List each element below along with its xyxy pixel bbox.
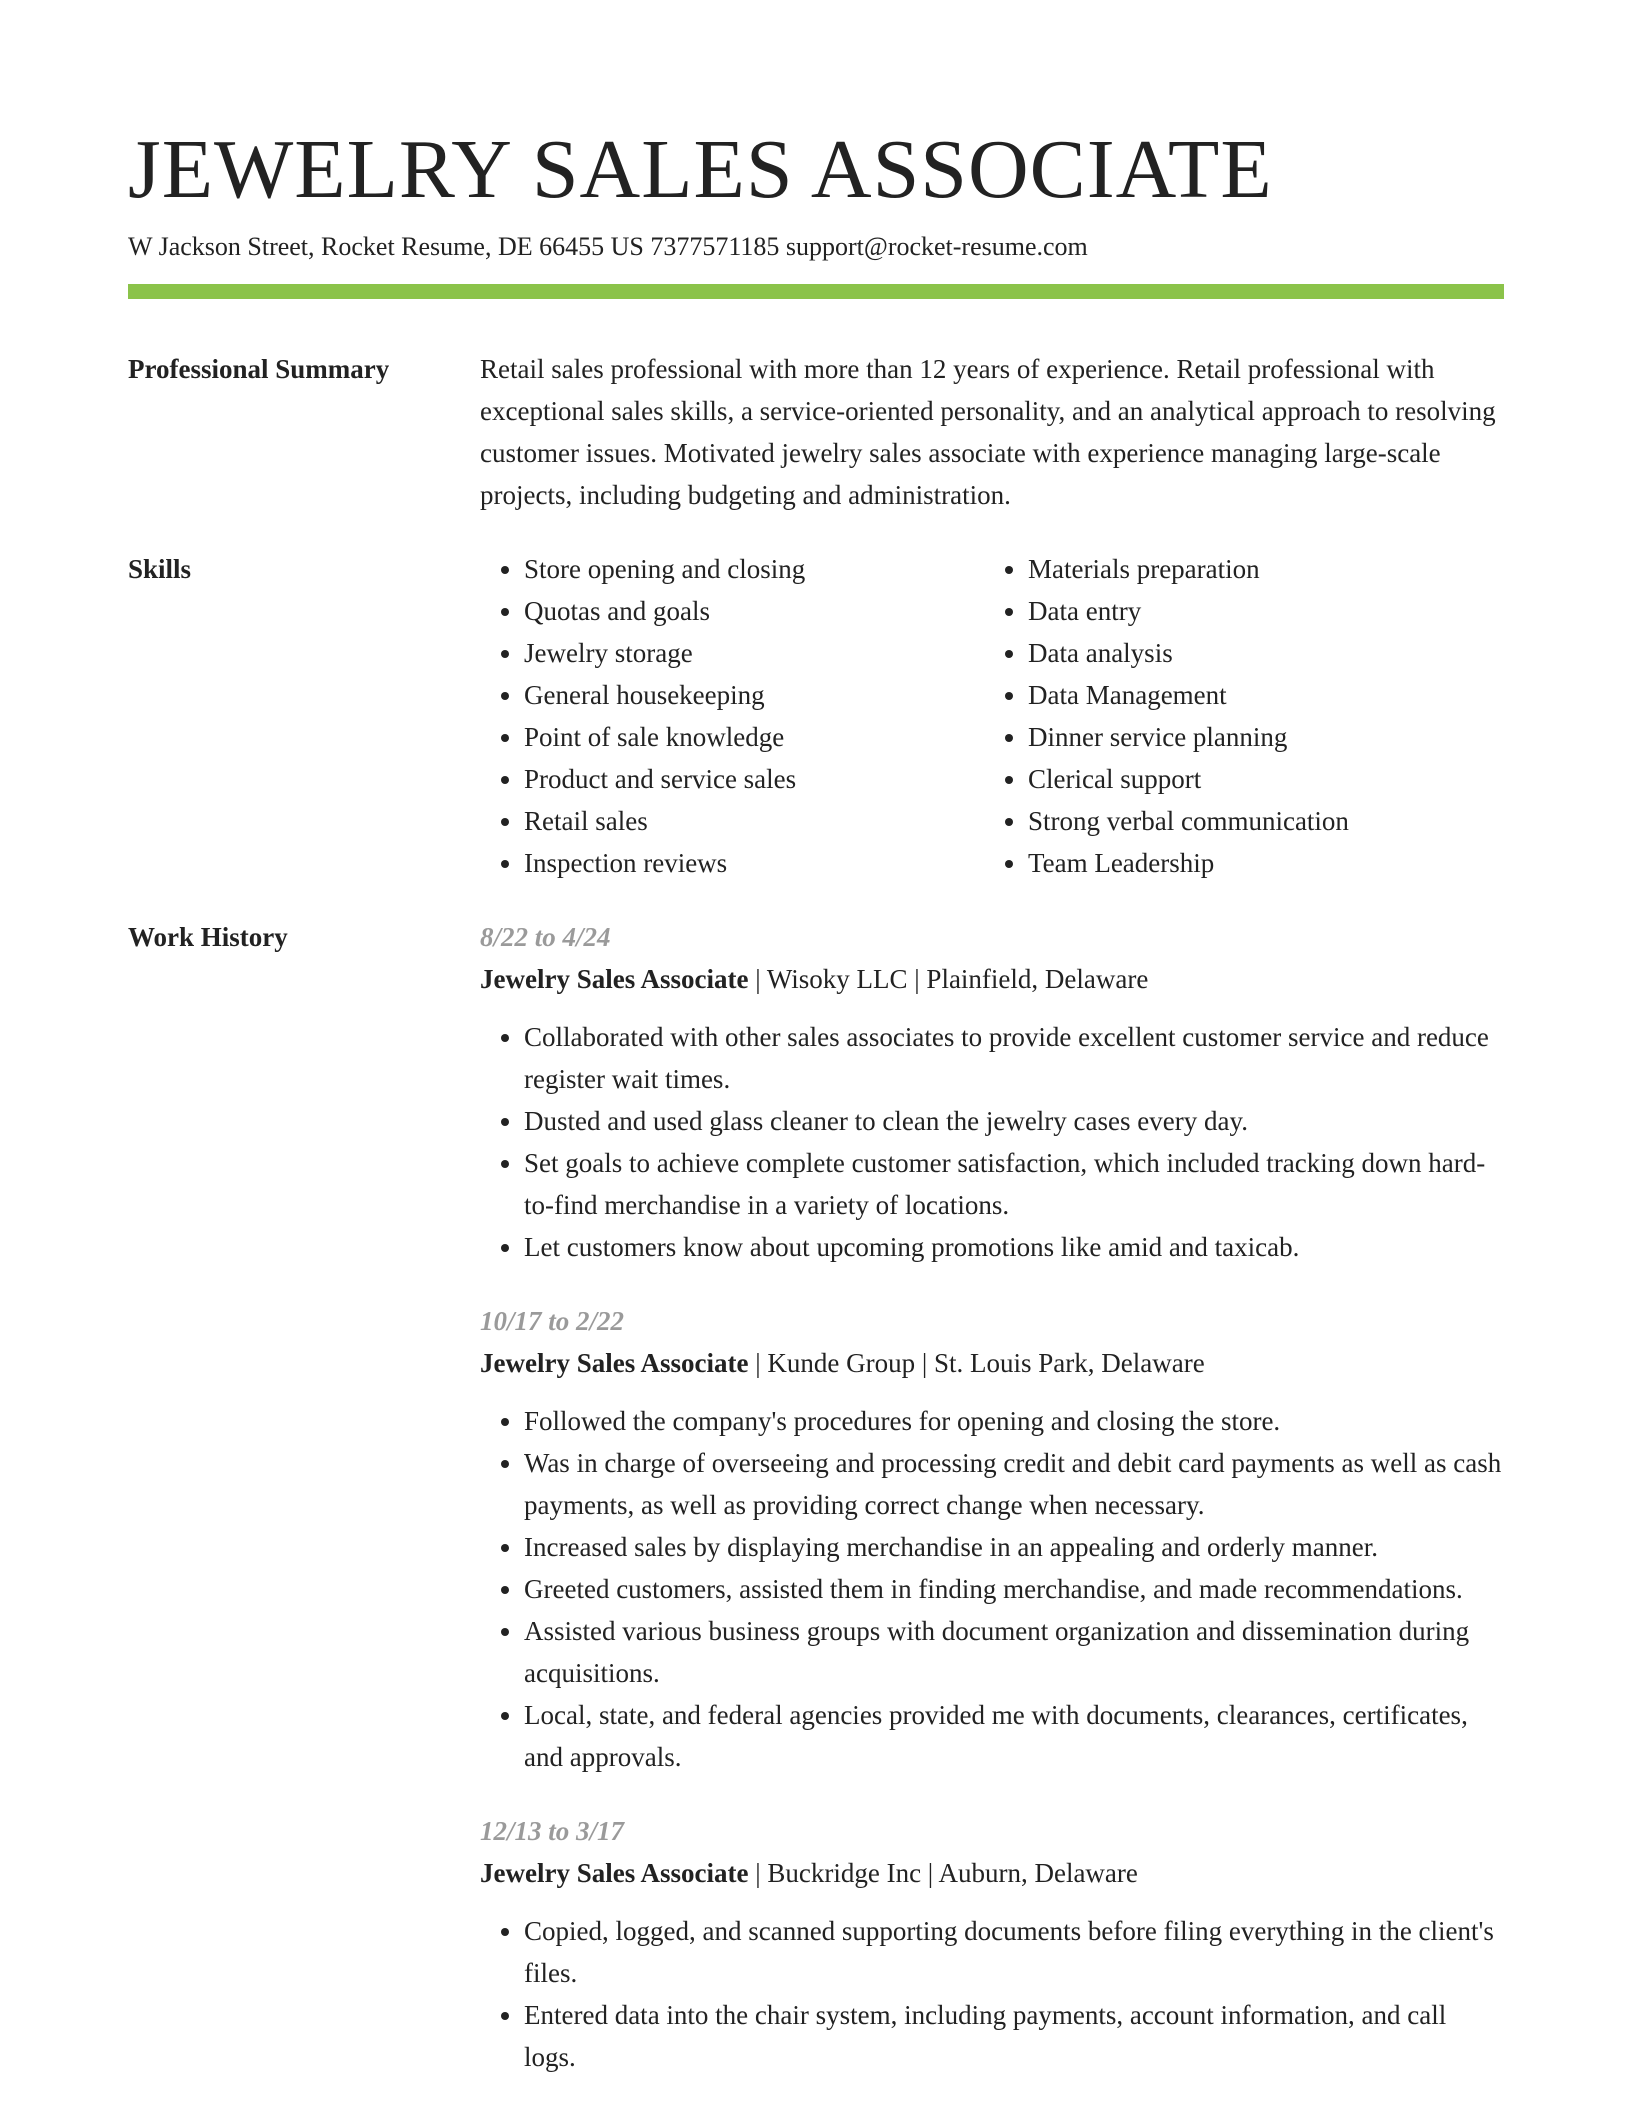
contact-line: W Jackson Street, Rocket Resume, DE 66455 US 7377571185 support@rocket-resume.com — [128, 232, 1088, 261]
job-bullet: • Local, state, and federal agencies provided me with documents, clearances, certificates, and approvals. — [524, 1694, 1504, 1778]
job-bullet-list — [480, 1016, 1504, 1268]
job-bullet: • Assisted various business groups with document organization and dissemination during acquisitions. — [524, 1610, 1504, 1694]
skill-item: • Team Leadership — [1028, 842, 1488, 884]
skill-item: • Data analysis — [1028, 632, 1488, 674]
work-history-label: Work History — [128, 922, 288, 952]
resume-title: JEWELRY SALES ASSOCIATE — [128, 123, 1273, 216]
skill-item: • General housekeeping — [524, 674, 984, 716]
skills-label: Skills — [128, 554, 192, 584]
summary-section — [128, 348, 1504, 516]
skill-item: • Jewelry storage — [524, 632, 984, 674]
job-entry — [480, 1810, 1504, 2078]
skill-item: • Retail sales — [524, 800, 984, 842]
job-bullet-list — [480, 1400, 1504, 1778]
skill-item: • Materials preparation — [1028, 548, 1488, 590]
job-dates: 10/17 to 2/22 — [480, 1306, 625, 1336]
work-history-body — [480, 916, 1504, 2110]
skills-list-left — [480, 548, 984, 884]
job-heading — [480, 1852, 1504, 1894]
work-history-section — [128, 916, 1504, 2110]
job-dates: 12/13 to 3/17 — [480, 1816, 625, 1846]
accent-divider — [128, 284, 1504, 299]
summary-label: Professional Summary — [128, 354, 390, 384]
job-heading — [480, 1342, 1504, 1384]
job-title: Jewelry Sales Associate — [480, 964, 749, 994]
job-bullet: • Entered data into the chair system, including payments, account information, and call logs. — [524, 1994, 1504, 2078]
skills-list-right — [984, 548, 1488, 884]
job-bullet: • Greeted customers, assisted them in finding merchandise, and made recommendations. — [524, 1568, 1504, 1610]
skill-item: • Strong verbal communication — [1028, 800, 1488, 842]
skill-item: • Point of sale knowledge — [524, 716, 984, 758]
skills-section — [128, 548, 1504, 884]
job-bullet: • Copied, logged, and scanned supporting documents before filing everything in the client's files. — [524, 1910, 1504, 1994]
summary-text: Retail sales professional with more than 12 years of experience. Retail professional with exceptional sales skills, a service-oriented personality, and an analytical approach to resolving customer issues. Motivated jewelry sales associate with experience managing large-scale projects, including budgeting and administration. — [480, 354, 1496, 510]
resume-page — [128, 120, 1504, 2110]
job-bullet: • Was in charge of overseeing and processing credit and debit card payments as well as cash payments, as well as providing correct change when necessary. — [524, 1442, 1504, 1526]
skill-item: • Product and service sales — [524, 758, 984, 800]
skill-item: • Inspection reviews — [524, 842, 984, 884]
job-bullet: • Increased sales by displaying merchandise in an appealing and orderly manner. — [524, 1526, 1504, 1568]
job-bullet: • Collaborated with other sales associates to provide excellent customer service and reduce register wait times. — [524, 1016, 1504, 1100]
job-title: Jewelry Sales Associate — [480, 1348, 749, 1378]
job-bullet: • Let customers know about upcoming promotions like amid and taxicab. — [524, 1226, 1504, 1268]
job-bullet-list — [480, 1910, 1504, 2078]
skill-item: • Quotas and goals — [524, 590, 984, 632]
job-entry — [480, 1300, 1504, 1778]
skill-item: • Data entry — [1028, 590, 1488, 632]
job-company-location: | Kunde Group | St. Louis Park, Delaware — [748, 1348, 1205, 1378]
job-company-location: | Buckridge Inc | Auburn, Delaware — [748, 1858, 1138, 1888]
skill-item: • Data Management — [1028, 674, 1488, 716]
skill-item: • Store opening and closing — [524, 548, 984, 590]
job-dates: 8/22 to 4/24 — [480, 922, 611, 952]
job-bullet: • Set goals to achieve complete customer satisfaction, which included tracking down hard-to-find merchandise in a variety of locations. — [524, 1142, 1504, 1226]
job-bullet: • Dusted and used glass cleaner to clean the jewelry cases every day. — [524, 1100, 1504, 1142]
skills-columns — [480, 548, 1504, 884]
job-company-location: | Wisoky LLC | Plainfield, Delaware — [748, 964, 1149, 994]
job-title: Jewelry Sales Associate — [480, 1858, 749, 1888]
skills-body — [480, 548, 1504, 884]
skill-item: • Clerical support — [1028, 758, 1488, 800]
job-heading — [480, 958, 1504, 1000]
job-bullet: • Followed the company's procedures for opening and closing the store. — [524, 1400, 1504, 1442]
skill-item: • Dinner service planning — [1028, 716, 1488, 758]
job-entry — [480, 916, 1504, 1268]
summary-body — [480, 348, 1504, 516]
